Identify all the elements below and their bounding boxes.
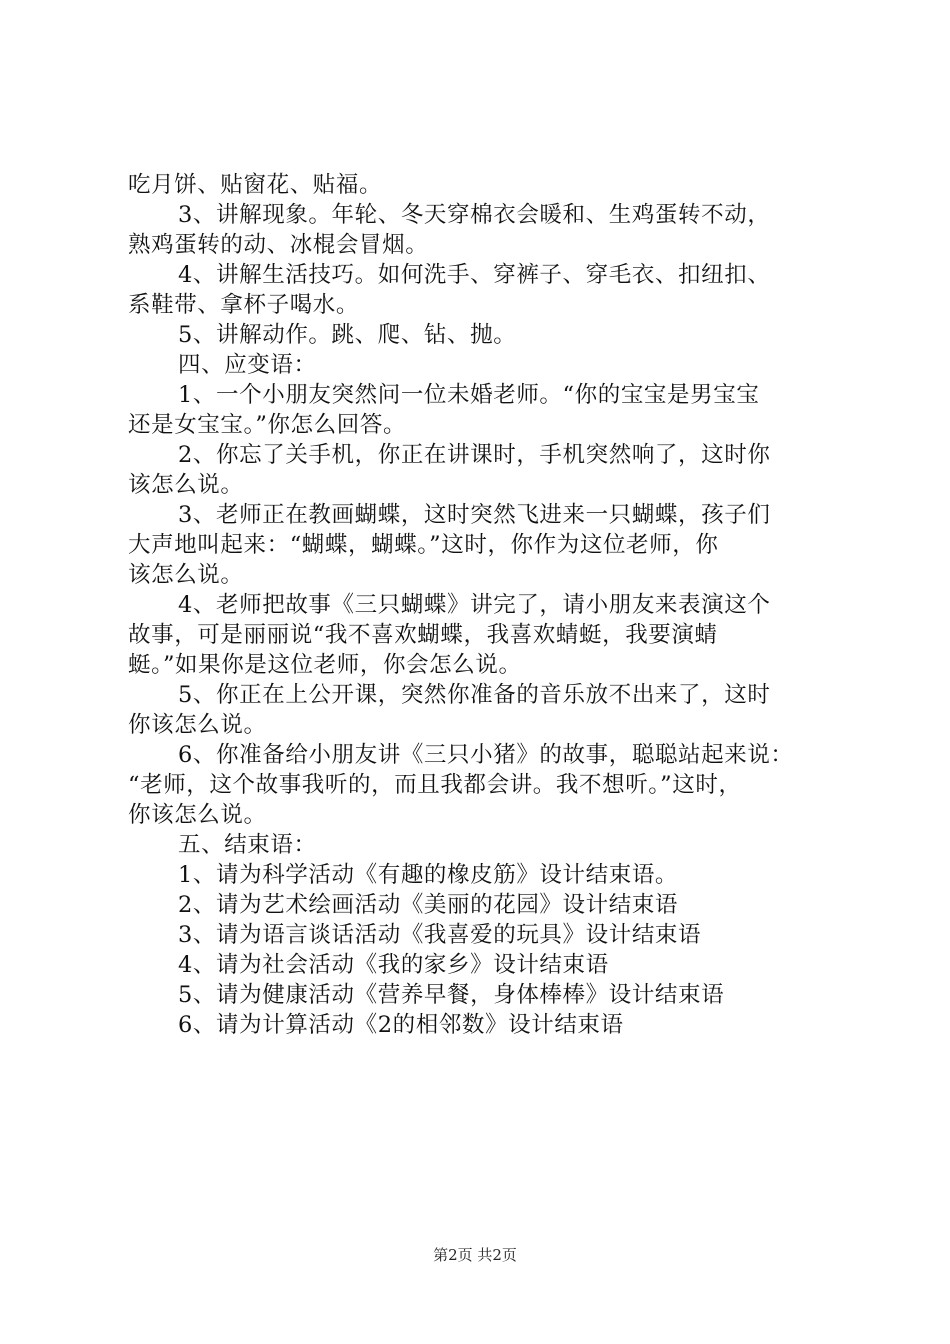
text-line: 2、请为艺术绘画活动《美丽的花园》设计结束语 bbox=[178, 892, 679, 918]
text-line: 1、请为科学活动《有趣的橡皮筋》设计结束语。 bbox=[178, 862, 679, 888]
text-line: 熟鸡蛋转的动、冰棍会冒烟。 bbox=[128, 232, 429, 258]
text-line: 5、讲解动作。跳、爬、钻、抛。 bbox=[178, 322, 517, 348]
text-line: 该怎么说。 bbox=[128, 472, 244, 498]
text-line: 故事，可是丽丽说“我不喜欢蝴蝶，我喜欢蜻蜓，我要演蜻 bbox=[128, 622, 718, 648]
text-line: 大声地叫起来：“蝴蝶，蝴蝶。”这时，你作为这位老师，你 bbox=[128, 532, 719, 558]
section-heading: 四、应变语： bbox=[178, 352, 317, 378]
text-line: 你该怎么说。 bbox=[128, 712, 267, 738]
text-line: 5、请为健康活动《营养早餐，身体棒棒》设计结束语 bbox=[178, 982, 725, 1008]
text-line: 4、老师把故事《三只蝴蝶》讲完了，请小朋友来表演这个 bbox=[178, 592, 771, 618]
page-number-footer: 第2页 共2页 bbox=[433, 1246, 517, 1264]
text-line: 吃月饼、贴窗花、贴福。 bbox=[128, 172, 383, 198]
text-line: 1、一个小朋友突然问一位未婚老师。“你的宝宝是男宝宝 bbox=[178, 382, 760, 408]
text-line: “老师，这个故事我听的，而且我都会讲。我不想听。”这时， bbox=[128, 772, 742, 798]
text-line: 6、你准备给小朋友讲《三只小猪》的故事，聪聪站起来说： bbox=[178, 742, 794, 768]
document-body bbox=[128, 170, 840, 1040]
text-line: 系鞋带、拿杯子喝水。 bbox=[128, 292, 360, 318]
text-line: 该怎么说。 bbox=[128, 562, 244, 588]
text-line: 3、老师正在教画蝴蝶，这时突然飞进来一只蝴蝶，孩子们 bbox=[178, 502, 771, 528]
text-line: 2、你忘了关手机，你正在讲课时，手机突然响了，这时你 bbox=[178, 442, 771, 468]
text-line: 3、请为语言谈话活动《我喜爱的玩具》设计结束语 bbox=[178, 922, 702, 948]
text-line: 3、讲解现象。年轮、冬天穿棉衣会暖和、生鸡蛋转不动， bbox=[178, 202, 771, 228]
text-line: 4、讲解生活技巧。如何洗手、穿裤子、穿毛衣、扣纽扣、 bbox=[178, 262, 771, 288]
text-line: 还是女宝宝。”你怎么回答。 bbox=[128, 412, 407, 438]
text-line: 蜓。”如果你是这位老师，你会怎么说。 bbox=[128, 652, 522, 678]
text-line: 4、请为社会活动《我的家乡》设计结束语 bbox=[178, 952, 609, 978]
text-line: 5、你正在上公开课，突然你准备的音乐放不出来了，这时 bbox=[178, 682, 771, 708]
text-line: 6、请为计算活动《2的相邻数》设计结束语 bbox=[178, 1012, 624, 1038]
section-heading: 五、结束语： bbox=[178, 832, 317, 858]
text-line: 你该怎么说。 bbox=[128, 802, 267, 828]
